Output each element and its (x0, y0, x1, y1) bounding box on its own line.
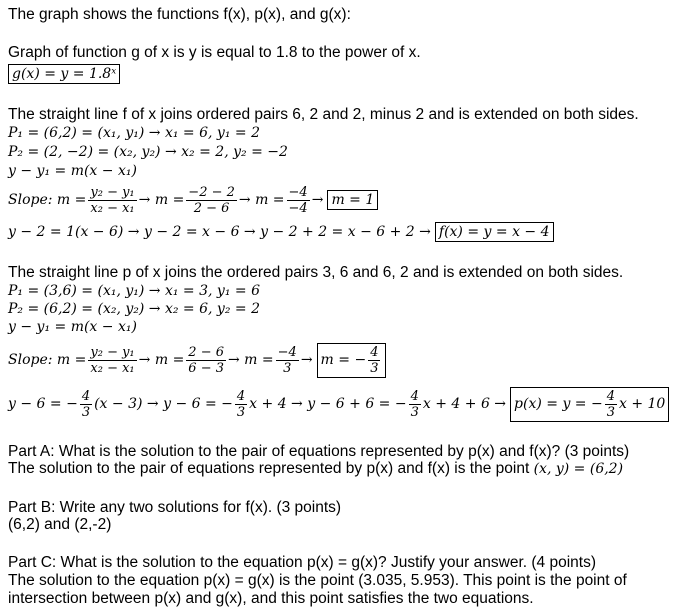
p-frac1-num: y₂ − y₁ (90, 344, 135, 360)
p-deriv-frac1-num: 4 (81, 388, 91, 404)
p-slope-frac-3 (276, 345, 299, 376)
p-description: The straight line p of x joins the ordered pairs 3, 6 and 6, 2 and is extended on both sides. (8, 264, 624, 281)
part-c-answer-line1: The solution to the equation p(x) = g(x) is the point (3.035, 5.953). This point is the point of (8, 572, 627, 589)
part-a-answer (8, 460, 623, 478)
p-deriv-a: y − 6 = − (8, 396, 78, 412)
p-slope-frac-1 (88, 345, 136, 376)
f-arrow-m-1: → m = (138, 192, 185, 208)
p-frac3-den: 3 (283, 360, 292, 376)
p-result-frac-num: 4 (606, 388, 615, 404)
part-c-question: Part C: What is the solution to the equation p(x) = g(x)? Justify your answer. (4 points) (8, 554, 596, 571)
p-frac2-num: 2 − 6 (188, 344, 224, 360)
f-frac3-num: −4 (288, 184, 308, 200)
p-frac1-den: x₂ − x₁ (90, 360, 135, 376)
p-slope-result-num: 4 (370, 344, 379, 360)
p-derivation-row (8, 384, 669, 424)
f-slope-result-box: m = 1 (327, 190, 378, 210)
f-frac1-num: y₂ − y₁ (90, 184, 135, 200)
f-slope-label: Slope: m = (8, 192, 87, 208)
p-deriv-frac1-den: 3 (81, 404, 91, 420)
p-deriv-frac2-num: 4 (236, 388, 246, 404)
p-deriv-b: (x − 3) → y − 6 = − (94, 396, 233, 412)
p-deriv-frac3-num: 4 (410, 388, 419, 404)
p-frac2-den: 6 − 3 (188, 360, 224, 376)
p-slope-label: Slope: m = (8, 352, 87, 368)
p-p1: P₁ = (3,6) = (x₁, y₁) → x₁ = 3, y₁ = 6 (8, 283, 260, 299)
p-slope-result-box (317, 343, 387, 378)
p-result-suffix: x + 10 (619, 396, 666, 412)
f-arrow: → (311, 192, 324, 208)
f-p1: P₁ = (6,2) = (x₁, y₁) → x₁ = 6, y₁ = 2 (8, 125, 260, 141)
intro-text: The graph shows the functions f(x), p(x), and g(x): (8, 6, 351, 23)
p-deriv-frac2-den: 3 (236, 404, 246, 420)
p-slope-frac-2 (186, 345, 226, 376)
part-a-answer-math: (x, y) = (6,2) (533, 461, 624, 477)
p-deriv-frac-1 (80, 389, 92, 420)
p-p2: P₂ = (6,2) = (x₂, y₂) → x₂ = 6, y₂ = 2 (8, 301, 260, 317)
g-equation-row (8, 64, 120, 84)
p-slope-row (8, 338, 386, 382)
g-equation-box: g(x) = y = 1.8ˣ (8, 64, 120, 84)
f-result-box: f(x) = y = x − 4 (435, 222, 554, 242)
p-arrow-m-2: → m = (228, 352, 274, 368)
part-b-answer: (6,2) and (2,-2) (8, 516, 112, 533)
p-result-frac (605, 389, 617, 420)
p-arrow: → (300, 352, 313, 368)
p-frac3-num: −4 (277, 344, 297, 360)
f-derivation-row (8, 221, 554, 243)
part-b-question: Part B: Write any two solutions for f(x). (3 points) (8, 499, 342, 516)
f-frac2-num: −2 − 2 (188, 184, 235, 200)
p-deriv-d: x + 4 + 6 → (422, 396, 507, 412)
g-description: Graph of function g of x is y is equal to 1.8 to the power of x. (8, 44, 421, 61)
p-slope-result-frac (368, 345, 380, 376)
f-frac1-den: x₂ − x₁ (90, 200, 135, 216)
f-frac2-den: 2 − 6 (193, 200, 230, 216)
p-arrow-m-1: → m = (138, 352, 185, 368)
f-description: The straight line f of x joins ordered pairs 6, 2 and 2, minus 2 and is extended on both sides. (8, 106, 639, 123)
f-frac3-den: −4 (288, 200, 308, 216)
f-p2: P₂ = (2, −2) = (x₂, y₂) → x₂ = 2, y₂ = −2 (8, 144, 288, 160)
p-deriv-c: x + 4 → y − 6 + 6 = − (249, 396, 407, 412)
part-c-answer-line2: intersection between p(x) and g(x), and this point satisfies the two equations. (8, 590, 534, 607)
p-deriv-frac-3 (409, 389, 421, 420)
p-deriv-frac-2 (235, 389, 247, 420)
f-point-slope: y − y₁ = m(x − x₁) (8, 163, 137, 179)
p-point-slope: y − y₁ = m(x − x₁) (8, 319, 137, 335)
p-result-frac-den: 3 (606, 404, 615, 420)
f-slope-row (8, 180, 378, 220)
p-slope-result-prefix: m = − (320, 352, 367, 368)
f-slope-frac-3 (287, 185, 310, 216)
f-arrow-m-2: → m = (238, 192, 285, 208)
p-result-prefix: p(x) = y = − (514, 396, 603, 412)
f-slope-frac-2 (186, 185, 237, 216)
part-a-question: Part A: What is the solution to the pair of equations represented by p(x) and f(x)? (3 points) (8, 443, 630, 460)
f-derivation: y − 2 = 1(x − 6) → y − 2 = x − 6 → y − 2 + 2 = x − 6 + 2 → (8, 224, 431, 240)
part-a-answer-text: The solution to the pair of equations represented by p(x) and f(x) is the point (8, 460, 530, 477)
p-result-box (510, 387, 669, 422)
p-slope-result-den: 3 (370, 360, 379, 376)
p-deriv-frac3-den: 3 (410, 404, 419, 420)
f-slope-frac-1 (88, 185, 136, 216)
